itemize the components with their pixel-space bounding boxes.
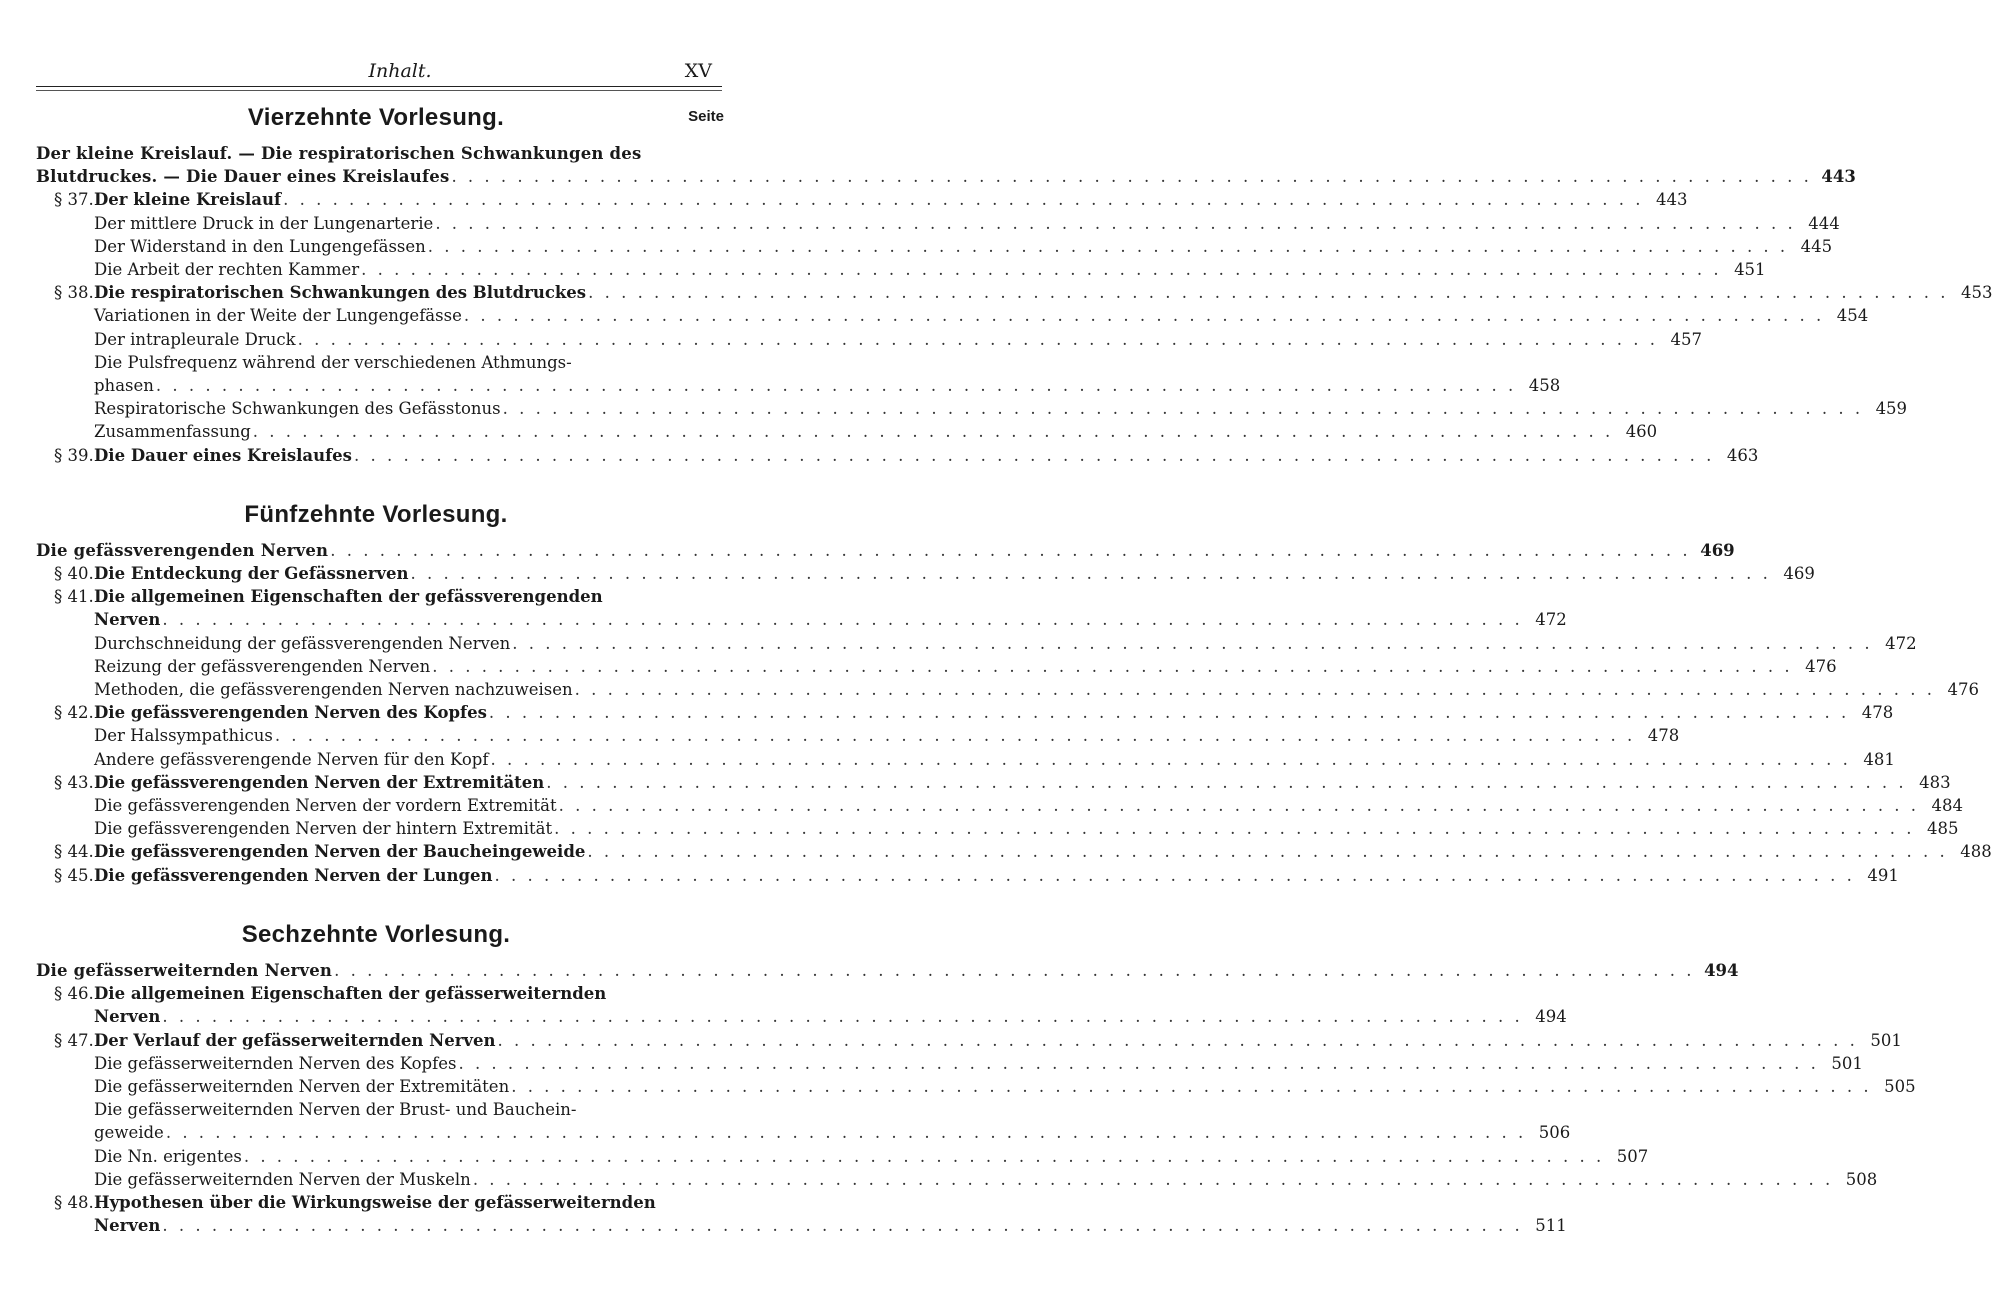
subentry-text (94, 724, 273, 747)
subentry (36, 304, 1869, 327)
leader-dots: . . . . . . . . . . . . . . . . . . . . . . . . . . . . . . . . . . . . . . . . . . . . . . . . . . . . . . . . . . . . . . . . . . . . . . . . . . . . . . . . . . . (361, 260, 1722, 280)
section-number: § 42. (54, 703, 94, 723)
section-entry (36, 585, 716, 608)
running-head-page-number: XV (684, 60, 712, 82)
section-entry (36, 982, 716, 1005)
page-number: 472 (1535, 610, 1567, 630)
subentry-text-cont: geweide (94, 1123, 164, 1143)
subentry (36, 724, 1680, 747)
subentry (36, 655, 1837, 678)
subentry-text (94, 328, 296, 351)
subentry (36, 420, 1658, 443)
section-title: Hypothesen über die Wirkungsweise der gefässerweiternden (94, 1192, 656, 1212)
leader-dots: . . . . . . . . . . . . . . . . . . . . . . . . . . . . . . . . . . . . . . . . . . . . . . . . . . . . . . . . . . . . . . . . . . . . . . . . . . . . . . . . . . . (334, 960, 1695, 980)
page-number: 459 (1875, 399, 1908, 419)
leader-dots: . . . . . . . . . . . . . . . . . . . . . . . . . . . . . . . . . . . . . . . . . . . . . . . . . . . . . . . . . . . . . . . . . . . . . . . . . . . . . . . . . . . (588, 283, 1949, 303)
section-entry (36, 444, 1759, 467)
subentry-text (94, 420, 251, 443)
subentry-text: Durchschneidung der gefässverengenden Nerven (94, 633, 511, 653)
section-number: § 47. (54, 1030, 94, 1050)
lecture-gap (36, 467, 716, 495)
leader-dots: . . . . . . . . . . . . . . . . . . . . . . . . . . . . . . . . . . . . . . . . . . . . . . . . . . . . . . . . . . . . . . . . . . . . . . . . . . . . . . . . . . . (330, 540, 1691, 560)
leader-dots: . . . . . . . . . . . . . . . . . . . . . . . . . . . . . . . . . . . . . . . . . . . . . . . . . . . . . . . . . . . . . . . . . . . . . . . . . . . . . . . . . . . (155, 376, 1517, 396)
section-entry-text (54, 864, 493, 887)
leader-dots: . . . . . . . . . . . . . . . . . . . . . . . . . . . . . . . . . . . . . . . . . . . . . . . . . . . . . . . . . . . . . . . . . . . . . . . . . . . . . . . . . . . (494, 865, 1855, 885)
subentry (36, 397, 1908, 420)
seite-column-label: Seite (688, 108, 724, 125)
subentry (36, 1145, 1649, 1168)
leader-dots: . . . . . . . . . . . . . . . . . . . . . . . . . . . . . . . . . . . . . . . . . . . . . . . . . . . . . . . . . . . . . . . . . . . . . . . . . . . . . . . . . . . (353, 445, 1715, 465)
section-entry (36, 1029, 1902, 1052)
subentry-cont-text (94, 374, 154, 397)
section-title: Die Entdeckung der Gefässnerven (94, 564, 409, 584)
chapter-text: Blutdruckes. — Die Dauer eines Kreislaufes (36, 167, 450, 187)
leader-dots: . . . . . . . . . . . . . . . . . . . . . . . . . . . . . . . . . . . . . . . . . . . . . . . . . . . . . . . . . . . . . . . . . . . . . . . . . . . . . . . . . . . (511, 1076, 1872, 1096)
section-title-cont: Nerven (94, 1216, 161, 1236)
subentry-text (94, 1052, 456, 1075)
page-number: 485 (1927, 819, 1959, 839)
section-number: § 41. (54, 587, 94, 607)
section-entry-text (54, 585, 603, 608)
section-entry (36, 701, 1894, 724)
chapter-entry (36, 959, 1739, 982)
subentry-cont (36, 1121, 1571, 1144)
section-entry-text (54, 840, 585, 863)
leader-dots: . . . . . . . . . . . . . . . . . . . . . . . . . . . . . . . . . . . . . . . . . . . . . . . . . . . . . . . . . . . . . . . . . . . . . . . . . . . . . . . . . . . (458, 1053, 1819, 1073)
subentry (36, 1075, 1916, 1098)
chapter-entry-text (36, 165, 449, 188)
lecture-title: Sechzehnte Vorlesung. (241, 920, 511, 948)
lecture-gap (36, 887, 716, 915)
leader-dots: . . . . . . . . . . . . . . . . . . . . . . . . . . . . . . . . . . . . . . . . . . . . . . . . . . . . . . . . . . . . . . . . . . . . . . . . . . . . . . . . . . . (243, 1146, 1605, 1166)
section-number: § 38. (54, 283, 94, 303)
subentry-text: Andere gefässverengende Nerven für den Kopf (94, 749, 489, 769)
page-number: 478 (1647, 726, 1680, 746)
page-number: 454 (1836, 306, 1869, 326)
leader-dots: . . . . . . . . . . . . . . . . . . . . . . . . . . . . . . . . . . . . . . . . . . . . . . . . . . . . . . . . . . . . . . . . . . . . . . . . . . . . . . . . . . . (283, 190, 1644, 210)
subentry (36, 817, 1959, 840)
page-number: 443 (1821, 167, 1856, 187)
section-title: Die allgemeinen Eigenschaften der gefässverengenden (94, 587, 603, 607)
section-title: Der kleine Kreislauf (94, 190, 282, 210)
subentry-text: Der intrapleurale Druck (94, 329, 296, 349)
page-number: 457 (1670, 329, 1703, 349)
leader-dots: . . . . . . . . . . . . . . . . . . . . . . . . . . . . . . . . . . . . . . . . . . . . . . . . . . . . . . . . . . . . . . . . . . . . . . . . . . . . . . . . . . . (497, 1030, 1858, 1050)
page-number: 506 (1538, 1123, 1571, 1143)
section-title: Die gefässverengenden Nerven der Lungen (94, 865, 493, 885)
section-entry-cont (36, 1214, 1567, 1237)
section-entry (36, 281, 1993, 304)
page-number: 508 (1845, 1169, 1878, 1189)
page-number: 472 (1885, 633, 1917, 653)
page-number: 478 (1861, 703, 1894, 723)
section-entry-cont-text (94, 1214, 160, 1237)
section-entry (36, 771, 1951, 794)
subentry-cont (36, 374, 1561, 397)
subentry-text (94, 748, 488, 771)
section-entry-cont (36, 1005, 1567, 1028)
subentry-text (94, 212, 433, 235)
section-number: § 44. (54, 842, 94, 862)
page-number: 453 (1961, 283, 1993, 303)
subentry-text: Reizung der gefässverengenden Nerven (94, 656, 431, 676)
leader-dots: . . . . . . . . . . . . . . . . . . . . . . . . . . . . . . . . . . . . . . . . . . . . . . . . . . . . . . . . . . . . . . . . . . . . . . . . . . . . . . . . . . . (574, 680, 1935, 700)
leader-dots: . . . . . . . . . . . . . . . . . . . . . . . . . . . . . . . . . . . . . . . . . . . . . . . . . . . . . . . . . . . . . . . . . . . . . . . . . . . . . . . . . . . (472, 1169, 1834, 1189)
subentry (36, 258, 1766, 281)
subentry-text (94, 304, 462, 327)
subentry-cont-text (94, 1121, 164, 1144)
section-number: § 39. (54, 445, 94, 465)
subentry-text: Der mittlere Druck in der Lungenarterie (94, 213, 434, 233)
subentry (36, 328, 1703, 351)
page-number: 507 (1616, 1146, 1649, 1166)
leader-dots: . . . . . . . . . . . . . . . . . . . . . . . . . . . . . . . . . . . . . . . . . . . . . . . . . . . . . . . . . . . . . . . . . . . . . . . . . . . . . . . . . . . (165, 1123, 1527, 1143)
page-number: 469 (1700, 540, 1735, 560)
section-entry-text (54, 1191, 656, 1214)
leader-dots: . . . . . . . . . . . . . . . . . . . . . . . . . . . . . . . . . . . . . . . . . . . . . . . . . . . . . . . . . . . . . . . . . . . . . . . . . . . . . . . . . . . (451, 167, 1812, 187)
section-number: § 45. (54, 865, 94, 885)
section-entry-text (54, 562, 409, 585)
subentry (36, 748, 1895, 771)
subentry-text-cont: phasen (94, 376, 154, 396)
section-title: Die gefässverengenden Nerven der Extremitäten (94, 772, 545, 792)
lecture-title: Vierzehnte Vorlesung. (247, 104, 505, 131)
running-head-title: Inhalt. (368, 60, 432, 82)
page-number: 476 (1805, 656, 1837, 676)
chapter-text: Der kleine Kreislauf. — Die respiratorischen Schwankungen des (36, 144, 642, 163)
lecture-heading (36, 915, 716, 959)
subentry-text: Die Arbeit der rechten Kammer (94, 260, 360, 280)
subentry (36, 235, 1833, 258)
subentry-text: Die gefässerweiternden Nerven der Extremitäten (94, 1076, 510, 1096)
header-rule-thin (36, 90, 722, 91)
subentry (36, 678, 1979, 701)
page-number: 463 (1726, 445, 1759, 465)
subentry-text (94, 678, 573, 701)
section-entry-text (54, 1029, 496, 1052)
section-entry-cont-text (94, 1005, 160, 1028)
page-number: 469 (1783, 564, 1815, 584)
subentry-text: Die gefässerweiternden Nerven der Muskeln (94, 1169, 471, 1189)
subentry (36, 1098, 716, 1121)
leader-dots: . . . . . . . . . . . . . . . . . . . . . . . . . . . . . . . . . . . . . . . . . . . . . . . . . . . . . . . . . . . . . . . . . . . . . . . . . . . . . . . . . . . (410, 564, 1771, 584)
leader-dots: . . . . . . . . . . . . . . . . . . . . . . . . . . . . . . . . . . . . . . . . . . . . . . . . . . . . . . . . . . . . . . . . . . . . . . . . . . . . . . . . . . . (162, 610, 1523, 630)
subentry-text (94, 258, 359, 281)
chapter-text: Die gefässverengenden Nerven (36, 540, 329, 560)
leader-dots: . . . . . . . . . . . . . . . . . . . . . . . . . . . . . . . . . . . . . . . . . . . . . . . . . . . . . . . . . . . . . . . . . . . . . . . . . . . . . . . . . . . (252, 422, 1614, 442)
subentry-text: Der Widerstand in den Lungengefässen (94, 236, 426, 256)
subentry-text (94, 235, 426, 258)
subentry (36, 1168, 1878, 1191)
section-entry-cont-text (94, 608, 160, 631)
section-entry-text (54, 281, 586, 304)
leader-dots: . . . . . . . . . . . . . . . . . . . . . . . . . . . . . . . . . . . . . . . . . . . . . . . . . . . . . . . . . . . . . . . . . . . . . . . . . . . . . . . . . . . (488, 703, 1850, 723)
section-entry (36, 188, 1688, 211)
page-number: 460 (1625, 422, 1658, 442)
subentry (36, 351, 716, 374)
leader-dots: . . . . . . . . . . . . . . . . . . . . . . . . . . . . . . . . . . . . . . . . . . . . . . . . . . . . . . . . . . . . . . . . . . . . . . . . . . . . . . . . . . . (512, 633, 1873, 653)
section-entry (36, 864, 1899, 887)
subentry-text (94, 351, 572, 374)
subentry-text (94, 1098, 576, 1121)
subentry (36, 632, 1917, 655)
subentry-text (94, 817, 552, 840)
section-title: Die gefässverengenden Nerven des Kopfes (94, 703, 487, 723)
chapter-entry-text (36, 959, 332, 982)
page-number: 451 (1734, 260, 1766, 280)
leader-dots: . . . . . . . . . . . . . . . . . . . . . . . . . . . . . . . . . . . . . . . . . . . . . . . . . . . . . . . . . . . . . . . . . . . . . . . . . . . . . . . . . . . (463, 306, 1825, 326)
subentry-text: Die gefässerweiternden Nerven der Brust- und Bauchein- (94, 1100, 577, 1120)
leader-dots: . . . . . . . . . . . . . . . . . . . . . . . . . . . . . . . . . . . . . . . . . . . . . . . . . . . . . . . . . . . . . . . . . . . . . . . . . . . . . . . . . . . (435, 213, 1796, 233)
subentry-text: Die gefässverengenden Nerven der hintern Extremität (94, 819, 553, 839)
chapter-entry (36, 539, 1735, 562)
subentry-text: Variationen in der Weite der Lungengefässe (94, 306, 462, 326)
lecture-heading (36, 495, 716, 539)
section-entry-text (54, 771, 544, 794)
leader-dots: . . . . . . . . . . . . . . . . . . . . . . . . . . . . . . . . . . . . . . . . . . . . . . . . . . . . . . . . . . . . . . . . . . . . . . . . . . . . . . . . . . . (297, 329, 1659, 349)
page-number: 501 (1831, 1053, 1863, 1073)
subentry-text: Methoden, die gefässverengenden Nerven nachzuweisen (94, 680, 573, 700)
section-number: § 48. (54, 1192, 94, 1212)
subentry (36, 212, 1840, 235)
subentry-text (94, 397, 501, 420)
leader-dots: . . . . . . . . . . . . . . . . . . . . . . . . . . . . . . . . . . . . . . . . . . . . . . . . . . . . . . . . . . . . . . . . . . . . . . . . . . . . . . . . . . . (558, 796, 1920, 816)
page-number: 484 (1931, 796, 1964, 816)
subentry (36, 1052, 1863, 1075)
leader-dots: . . . . . . . . . . . . . . . . . . . . . . . . . . . . . . . . . . . . . . . . . . . . . . . . . . . . . . . . . . . . . . . . . . . . . . . . . . . . . . . . . . . (162, 1007, 1523, 1027)
chapter-line-text (36, 142, 641, 165)
chapter-entry (36, 165, 1856, 188)
page-number: 476 (1947, 680, 1979, 700)
subentry-text (94, 1145, 242, 1168)
section-title: Die Dauer eines Kreislaufes (94, 445, 352, 465)
section-title: Die gefässverengenden Nerven der Baucheingeweide (94, 842, 586, 862)
subentry-text: Die Nn. erigentes (94, 1146, 242, 1166)
page-number: 511 (1535, 1216, 1567, 1236)
leader-dots: . . . . . . . . . . . . . . . . . . . . . . . . . . . . . . . . . . . . . . . . . . . . . . . . . . . . . . . . . . . . . . . . . . . . . . . . . . . . . . . . . . . (502, 399, 1864, 419)
page-number: 483 (1919, 772, 1951, 792)
subentry-text (94, 655, 430, 678)
lecture-title: Fünfzehnte Vorlesung. (244, 500, 508, 528)
section-number: § 37. (54, 190, 94, 210)
section-title-cont: Nerven (94, 610, 161, 630)
header-rule (36, 86, 722, 87)
chapter-text: Die gefässerweiternden Nerven (36, 960, 333, 980)
leader-dots: . . . . . . . . . . . . . . . . . . . . . . . . . . . . . . . . . . . . . . . . . . . . . . . . . . . . . . . . . . . . . . . . . . . . . . . . . . . . . . . . . . . (554, 819, 1915, 839)
leader-dots: . . . . . . . . . . . . . . . . . . . . . . . . . . . . . . . . . . . . . . . . . . . . . . . . . . . . . . . . . . . . . . . . . . . . . . . . . . . . . . . . . . . (587, 842, 1948, 862)
page-number: 494 (1535, 1007, 1567, 1027)
page-number: 494 (1704, 960, 1739, 980)
page-number: 458 (1528, 376, 1561, 396)
leader-dots: . . . . . . . . . . . . . . . . . . . . . . . . . . . . . . . . . . . . . . . . . . . . . . . . . . . . . . . . . . . . . . . . . . . . . . . . . . . . . . . . . . . (432, 656, 1793, 676)
section-title: Die respiratorischen Schwankungen des Blutdruckes (94, 283, 587, 303)
page-number: 488 (1960, 842, 1992, 862)
subentry-text: Respiratorische Schwankungen des Gefässtonus (94, 399, 501, 419)
leader-dots: . . . . . . . . . . . . . . . . . . . . . . . . . . . . . . . . . . . . . . . . . . . . . . . . . . . . . . . . . . . . . . . . . . . . . . . . . . . . . . . . . . . (546, 772, 1907, 792)
page-number: 444 (1808, 213, 1840, 233)
section-entry (36, 840, 1992, 863)
section-title: Der Verlauf der gefässerweiternden Nerven (94, 1030, 496, 1050)
section-entry-text (54, 188, 281, 211)
leader-dots: . . . . . . . . . . . . . . . . . . . . . . . . . . . . . . . . . . . . . . . . . . . . . . . . . . . . . . . . . . . . . . . . . . . . . . . . . . . . . . . . . . . (274, 726, 1636, 746)
subentry-text: Der Halssympathicus (94, 726, 273, 746)
subentry-text (94, 632, 510, 655)
page-number: 443 (1656, 190, 1688, 210)
subentry-text (94, 794, 557, 817)
subentry-text: Die gefässverengenden Nerven der vordern Extremität (94, 796, 557, 816)
table-of-contents (36, 98, 1993, 1237)
page-number: 481 (1863, 749, 1895, 769)
section-entry (36, 1191, 716, 1214)
chapter-line (36, 142, 716, 165)
chapter-entry-text (36, 539, 328, 562)
section-number: § 46. (54, 984, 94, 1004)
subentry-text (94, 1075, 509, 1098)
section-entry (36, 562, 1815, 585)
subentry-text: Die gefässerweiternden Nerven des Kopfes (94, 1053, 457, 1073)
leader-dots: . . . . . . . . . . . . . . . . . . . . . . . . . . . . . . . . . . . . . . . . . . . . . . . . . . . . . . . . . . . . . . . . . . . . . . . . . . . . . . . . . . . (490, 749, 1851, 769)
page-number: 491 (1867, 865, 1899, 885)
page-number: 505 (1884, 1076, 1916, 1096)
section-entry-cont (36, 608, 1567, 631)
page-number: 445 (1800, 236, 1833, 256)
subentry (36, 794, 1964, 817)
section-entry-text (54, 701, 487, 724)
section-title-cont: Nerven (94, 1007, 161, 1027)
section-entry-text (54, 444, 352, 467)
subentry-text: Die Pulsfrequenz während der verschiedenen Athmungs- (94, 352, 572, 372)
section-number: § 40. (54, 564, 94, 584)
section-entry-text (54, 982, 606, 1005)
leader-dots: . . . . . . . . . . . . . . . . . . . . . . . . . . . . . . . . . . . . . . . . . . . . . . . . . . . . . . . . . . . . . . . . . . . . . . . . . . . . . . . . . . . (162, 1216, 1523, 1236)
leader-dots: . . . . . . . . . . . . . . . . . . . . . . . . . . . . . . . . . . . . . . . . . . . . . . . . . . . . . . . . . . . . . . . . . . . . . . . . . . . . . . . . . . . (427, 236, 1789, 256)
section-title: Die allgemeinen Eigenschaften der gefässerweiternden (94, 984, 607, 1004)
page-number: 501 (1870, 1030, 1902, 1050)
lecture-heading (36, 98, 724, 142)
subentry-text: Zusammenfassung (94, 422, 251, 442)
section-number: § 43. (54, 772, 94, 792)
subentry-text (94, 1168, 471, 1191)
